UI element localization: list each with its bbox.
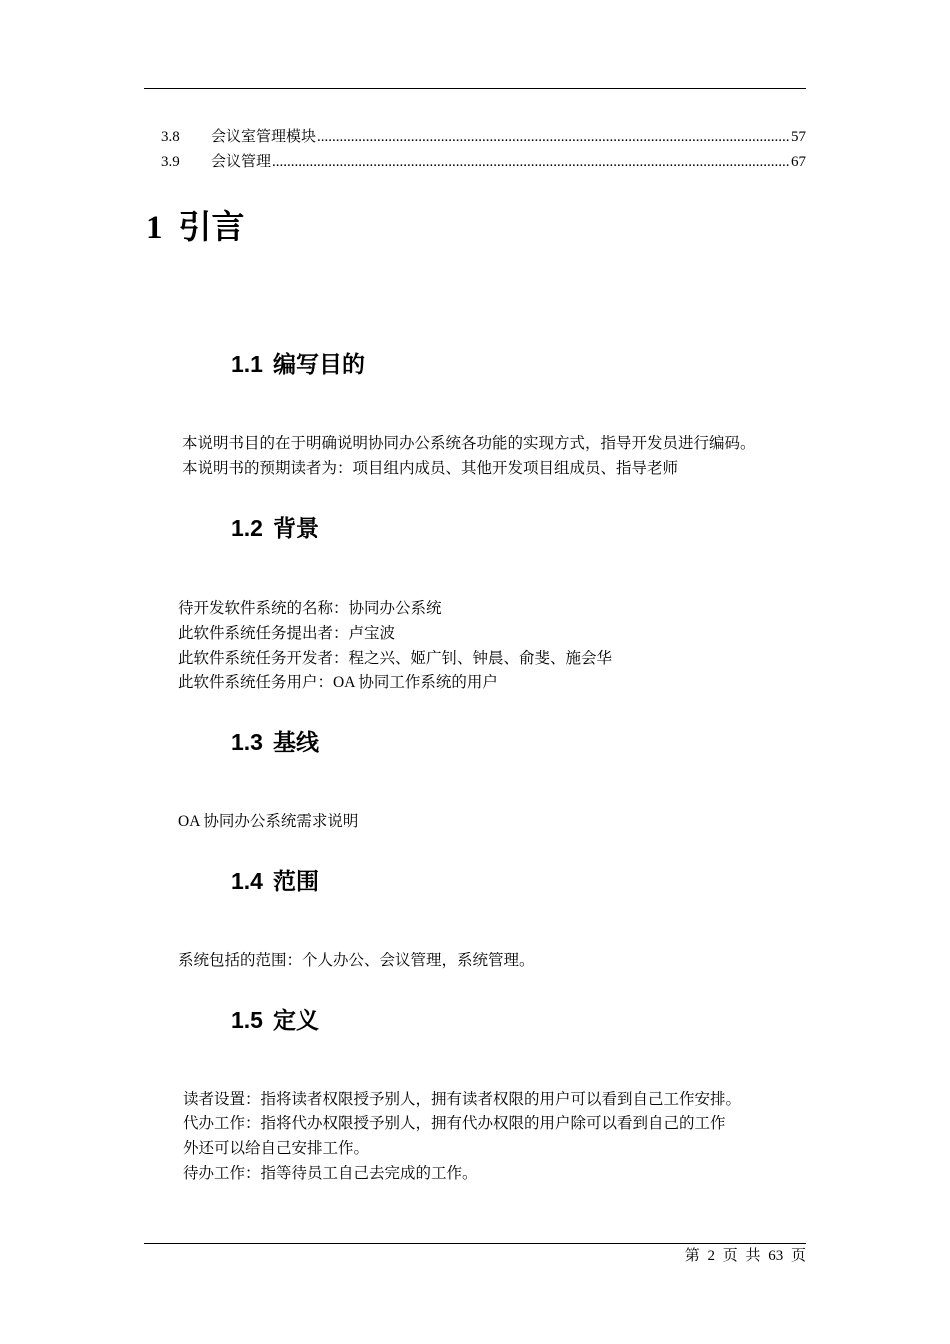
paragraph-line: 此软件系统任务提出者：卢宝波 [178,625,396,642]
toc-dot-leader [317,127,790,147]
footer-rule [144,1243,806,1244]
paragraph-line: 此软件系统任务开发者：程之兴、姬广钊、钟晨、俞斐、施会华 [178,650,613,667]
section-title: 范围 [272,868,319,894]
paragraph-line: 代办工作：指将代办权限授予别人，拥有代办权限的用户除可以看到自己的工作 [183,1115,726,1132]
section-heading [231,1005,319,1035]
toc-entry-title: 会议管理 [211,154,272,170]
toc-dot-leader [272,152,790,172]
section-number: 1.3 [231,729,263,755]
toc-entry-page: 57 [791,129,806,145]
section-title: 基线 [272,729,319,755]
toc-entry-number: 3.8 [161,129,180,145]
paragraph-line: 待开发软件系统的名称：协同办公系统 [178,600,442,617]
paragraph-line: 外还可以给自己安排工作。 [183,1140,370,1157]
paragraph-line: 待办工作：指等待员工自己去完成的工作。 [183,1165,478,1182]
section-heading [231,513,319,543]
paragraph-line: 本说明书的预期读者为：项目组内成员、其他开发项目组成员、指导老师 [182,460,679,477]
toc-entry-number: 3.9 [161,154,180,170]
section-title: 定义 [272,1007,319,1033]
toc-entry[interactable] [161,152,806,172]
section-heading [231,349,365,379]
section-title: 编写目的 [272,351,365,377]
header-rule [144,88,806,89]
paragraph-line: 读者设置：指将读者权限授予别人，拥有读者权限的用户可以看到自己工作安排。 [183,1091,742,1108]
chapter-heading [146,206,245,250]
section-number: 1.1 [231,351,263,377]
paragraph-line: 本说明书目的在于明确说明协同办公系统各功能的实现方式，指导开发员进行编码。 [182,435,756,452]
chapter-number: 1 [146,210,163,246]
toc-entry-title: 会议室管理模块 [211,129,317,145]
section-number: 1.4 [231,868,263,894]
toc-entry-page: 67 [791,154,806,170]
page-number-footer: 第 2 页 共 63 页 [684,1248,806,1264]
toc-entry[interactable] [161,127,806,147]
section-number: 1.2 [231,515,263,541]
paragraph-line: OA 协同办公系统需求说明 [178,813,359,830]
section-title: 背景 [272,515,319,541]
paragraph-line: 系统包括的范围：个人办公、会议管理，系统管理。 [178,952,535,969]
section-heading [231,866,319,896]
paragraph-line: 此软件系统任务用户：OA 协同工作系统的用户 [178,674,498,691]
section-heading [231,727,319,757]
chapter-title: 引言 [178,210,245,246]
section-number: 1.5 [231,1007,263,1033]
